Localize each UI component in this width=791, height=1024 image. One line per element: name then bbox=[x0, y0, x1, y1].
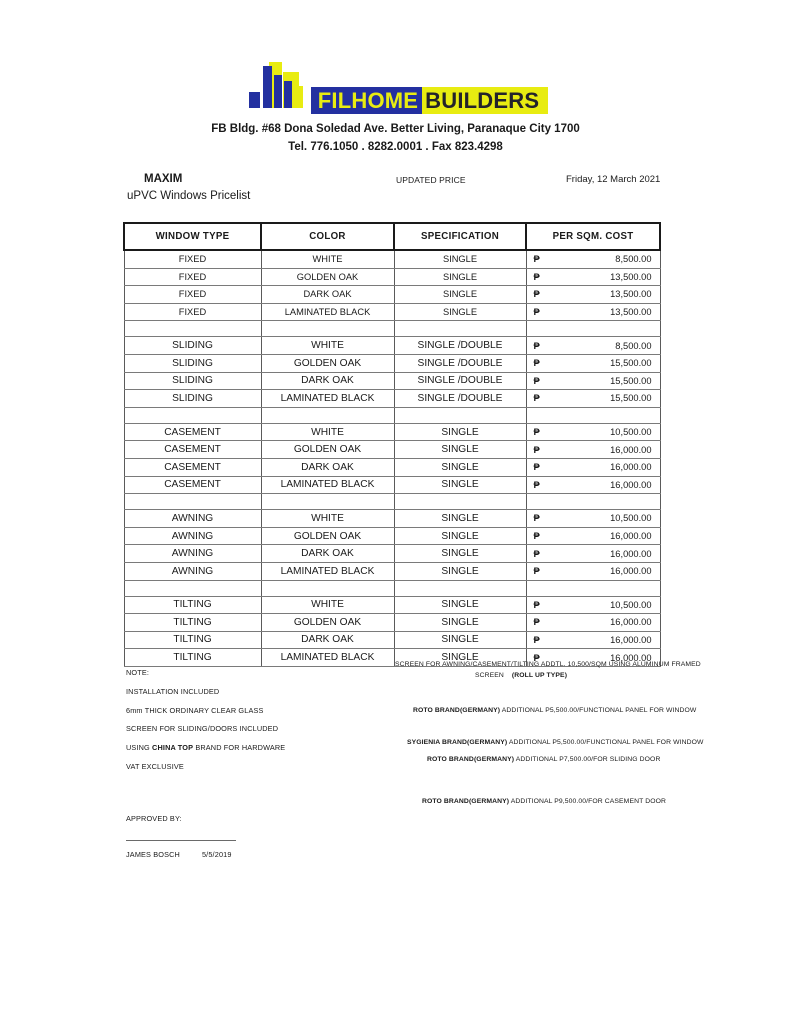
logo-word-filhome: FILHOME bbox=[311, 87, 422, 114]
peso-symbol: ₱ bbox=[533, 634, 540, 645]
cost-amount: 16,000.00 bbox=[610, 566, 652, 577]
cell-specification: SINGLE bbox=[394, 510, 526, 528]
cell-specification: SINGLE bbox=[394, 631, 526, 649]
cell-window-type: CASEMENT bbox=[124, 476, 261, 494]
cell-window-type: AWNING bbox=[124, 562, 261, 580]
approver-info bbox=[126, 850, 232, 859]
cost-amount: 16,000.00 bbox=[610, 548, 652, 559]
cell-color: WHITE bbox=[261, 337, 394, 355]
cell-specification: SINGLE /DOUBLE bbox=[394, 354, 526, 372]
table-row bbox=[124, 354, 660, 372]
note-item-glass: 6mm THICK ORDINARY CLEAR GLASS bbox=[126, 705, 264, 715]
peso-symbol: ₱ bbox=[533, 444, 540, 455]
cell-window-type: FIXED bbox=[124, 250, 261, 268]
cell-color: DARK OAK bbox=[261, 631, 394, 649]
cost-amount: 15,500.00 bbox=[610, 393, 652, 404]
note-roto-casement: ROTO BRAND(GERMANY) ADDITIONAL P9,500.00/FOR CASEMENT DOOR bbox=[422, 798, 666, 805]
cell-window-type: TILTING bbox=[124, 596, 261, 614]
approval-date: 5/5/2019 bbox=[201, 850, 232, 859]
cost-amount: 13,500.00 bbox=[610, 271, 652, 282]
cell-window-type: CASEMENT bbox=[124, 423, 261, 441]
cell-color: WHITE bbox=[261, 510, 394, 528]
table-row bbox=[124, 250, 660, 268]
cost-amount: 16,000.00 bbox=[610, 462, 652, 473]
cell-color: GOLDEN OAK bbox=[261, 268, 394, 286]
cost-amount: 16,000.00 bbox=[610, 617, 652, 628]
logo-word-builders: BUILDERS bbox=[422, 87, 548, 114]
table-row bbox=[124, 458, 660, 476]
table-row bbox=[124, 286, 660, 304]
table-row bbox=[124, 527, 660, 545]
peso-symbol: ₱ bbox=[533, 531, 540, 542]
table-row bbox=[124, 390, 660, 408]
cell-window-type: TILTING bbox=[124, 649, 261, 667]
table-row bbox=[124, 268, 660, 286]
cell-specification: SINGLE bbox=[394, 527, 526, 545]
notes-block bbox=[126, 669, 285, 782]
cell-color: GOLDEN OAK bbox=[261, 354, 394, 372]
peso-symbol: ₱ bbox=[533, 307, 540, 318]
cell-cost bbox=[526, 510, 660, 528]
cell-cost bbox=[526, 614, 660, 632]
peso-symbol: ₱ bbox=[533, 548, 540, 559]
cell-color: LAMINATED BLACK bbox=[261, 303, 394, 321]
cell-color: LAMINATED BLACK bbox=[261, 562, 394, 580]
cell-specification: SINGLE bbox=[394, 458, 526, 476]
table-separator-row bbox=[124, 494, 660, 510]
note-roto-window: ROTO BRAND(GERMANY) ADDITIONAL P5,500.00/FUNCTIONAL PANEL FOR WINDOW bbox=[413, 707, 697, 714]
cell-window-type: AWNING bbox=[124, 510, 261, 528]
cell-window-type: AWNING bbox=[124, 527, 261, 545]
cell-color: WHITE bbox=[261, 596, 394, 614]
table-row bbox=[124, 562, 660, 580]
approved-by-label: APPROVED BY: bbox=[126, 814, 182, 823]
cell-specification: SINGLE bbox=[394, 545, 526, 563]
cell-color: DARK OAK bbox=[261, 545, 394, 563]
peso-symbol: ₱ bbox=[533, 254, 540, 265]
cell-cost bbox=[526, 423, 660, 441]
cell-cost bbox=[526, 458, 660, 476]
column-header-specification: SPECIFICATION bbox=[394, 223, 526, 250]
cell-color: LAMINATED BLACK bbox=[261, 649, 394, 667]
cell-window-type: TILTING bbox=[124, 631, 261, 649]
cell-specification: SINGLE /DOUBLE bbox=[394, 372, 526, 390]
table-row bbox=[124, 337, 660, 355]
peso-symbol: ₱ bbox=[533, 271, 540, 282]
cell-color: WHITE bbox=[261, 250, 394, 268]
cell-color: LAMINATED BLACK bbox=[261, 390, 394, 408]
table-row bbox=[124, 441, 660, 459]
table-row bbox=[124, 631, 660, 649]
cell-cost bbox=[526, 596, 660, 614]
peso-symbol: ₱ bbox=[533, 462, 540, 473]
cell-specification: SINGLE bbox=[394, 614, 526, 632]
cell-window-type: FIXED bbox=[124, 303, 261, 321]
cell-window-type: FIXED bbox=[124, 268, 261, 286]
note-item-installation: INSTALLATION INCLUDED bbox=[126, 686, 220, 696]
cell-cost bbox=[526, 527, 660, 545]
company-logo bbox=[0, 62, 791, 114]
cell-window-type: FIXED bbox=[124, 286, 261, 304]
cell-specification: SINGLE bbox=[394, 441, 526, 459]
signature-line bbox=[126, 840, 236, 841]
cost-amount: 15,500.00 bbox=[610, 358, 652, 369]
table-separator-row bbox=[124, 407, 660, 423]
cell-color: DARK OAK bbox=[261, 286, 394, 304]
cell-specification: SINGLE bbox=[394, 423, 526, 441]
cell-cost bbox=[526, 354, 660, 372]
peso-symbol: ₱ bbox=[533, 652, 540, 663]
cell-cost bbox=[526, 268, 660, 286]
peso-symbol: ₱ bbox=[533, 393, 540, 404]
note-item-vat: VAT EXCLUSIVE bbox=[126, 761, 184, 771]
company-address-line1: FB Bldg. #68 Dona Soledad Ave. Better Living, Paranaque City 1700 bbox=[211, 123, 580, 135]
cell-window-type: SLIDING bbox=[124, 372, 261, 390]
table-row bbox=[124, 596, 660, 614]
table-separator-row bbox=[124, 580, 660, 596]
updated-price-label: UPDATED PRICE bbox=[396, 175, 466, 185]
cell-specification: SINGLE /DOUBLE bbox=[394, 390, 526, 408]
table-row bbox=[124, 372, 660, 390]
peso-symbol: ₱ bbox=[533, 375, 540, 386]
cost-amount: 16,000.00 bbox=[610, 444, 652, 455]
company-contact-line: Tel. 776.1050 . 8282.0001 . Fax 823.4298 bbox=[288, 141, 503, 153]
peso-symbol: ₱ bbox=[533, 513, 540, 524]
cell-specification: SINGLE bbox=[394, 562, 526, 580]
cost-amount: 16,000.00 bbox=[610, 652, 652, 663]
cell-cost bbox=[526, 390, 660, 408]
brand-name: MAXIM bbox=[144, 173, 183, 185]
cost-amount: 10,500.00 bbox=[610, 513, 652, 524]
peso-symbol: ₱ bbox=[533, 599, 540, 610]
cell-window-type: TILTING bbox=[124, 614, 261, 632]
cell-cost bbox=[526, 476, 660, 494]
column-header-color: COLOR bbox=[261, 223, 394, 250]
table-row bbox=[124, 614, 660, 632]
cell-specification: SINGLE bbox=[394, 596, 526, 614]
cost-amount: 10,500.00 bbox=[610, 427, 652, 438]
cell-cost bbox=[526, 303, 660, 321]
cell-color: DARK OAK bbox=[261, 372, 394, 390]
cell-specification: SINGLE bbox=[394, 286, 526, 304]
cost-amount: 13,500.00 bbox=[610, 307, 652, 318]
cost-amount: 16,000.00 bbox=[610, 479, 652, 490]
cell-window-type: AWNING bbox=[124, 545, 261, 563]
table-separator-row bbox=[124, 321, 660, 337]
peso-symbol: ₱ bbox=[533, 479, 540, 490]
building-bars-icon bbox=[243, 62, 315, 114]
cell-window-type: SLIDING bbox=[124, 390, 261, 408]
peso-symbol: ₱ bbox=[533, 427, 540, 438]
peso-symbol: ₱ bbox=[533, 289, 540, 300]
cost-amount: 13,500.00 bbox=[610, 289, 652, 300]
cell-cost bbox=[526, 372, 660, 390]
note-item-screen: SCREEN FOR SLIDING/DOORS INCLUDED bbox=[126, 724, 279, 734]
cell-window-type: SLIDING bbox=[124, 337, 261, 355]
cell-window-type: CASEMENT bbox=[124, 441, 261, 459]
document-subtitle: uPVC Windows Pricelist bbox=[127, 190, 251, 202]
cost-amount: 8,500.00 bbox=[615, 340, 652, 351]
cell-cost bbox=[526, 250, 660, 268]
note-item-hardware: USING CHINA TOP BRAND FOR HARDWARE bbox=[126, 743, 286, 753]
cell-specification: SINGLE bbox=[394, 268, 526, 286]
cell-color: GOLDEN OAK bbox=[261, 614, 394, 632]
note-roto-sliding: ROTO BRAND(GERMANY) ADDITIONAL P7,500.00/FOR SLIDING DOOR bbox=[427, 756, 661, 763]
cell-cost bbox=[526, 286, 660, 304]
note-sygienia-window: SYGIENIA BRAND(GERMANY) ADDITIONAL P5,500.00/FUNCTIONAL PANEL FOR WINDOW bbox=[407, 739, 704, 746]
cell-specification: SINGLE bbox=[394, 303, 526, 321]
cell-specification: SINGLE bbox=[394, 476, 526, 494]
peso-symbol: ₱ bbox=[533, 566, 540, 577]
peso-symbol: ₱ bbox=[533, 340, 540, 351]
table-row bbox=[124, 423, 660, 441]
cost-amount: 10,500.00 bbox=[610, 599, 652, 610]
cell-color: GOLDEN OAK bbox=[261, 527, 394, 545]
note-screen-rollup: SCREEN (ROLL UP TYPE) bbox=[475, 672, 568, 679]
document-date: Friday, 12 March 2021 bbox=[566, 174, 661, 185]
cell-specification: SINGLE /DOUBLE bbox=[394, 337, 526, 355]
column-header-window-type: WINDOW TYPE bbox=[124, 223, 261, 250]
cell-window-type: SLIDING bbox=[124, 354, 261, 372]
pricelist-table bbox=[123, 222, 661, 667]
cell-cost bbox=[526, 441, 660, 459]
cost-amount: 8,500.00 bbox=[615, 254, 652, 265]
cell-specification: SINGLE bbox=[394, 649, 526, 667]
cell-color: WHITE bbox=[261, 423, 394, 441]
approver-name: JAMES BOSCH bbox=[126, 850, 180, 859]
table-row bbox=[124, 303, 660, 321]
cell-color: DARK OAK bbox=[261, 458, 394, 476]
cell-color: LAMINATED BLACK bbox=[261, 476, 394, 494]
table-row bbox=[124, 510, 660, 528]
cell-cost bbox=[526, 562, 660, 580]
cell-cost bbox=[526, 631, 660, 649]
cost-amount: 16,000.00 bbox=[610, 531, 652, 542]
cell-window-type: CASEMENT bbox=[124, 458, 261, 476]
table-row bbox=[124, 476, 660, 494]
table-row bbox=[124, 545, 660, 563]
peso-symbol: ₱ bbox=[533, 358, 540, 369]
notes-heading: NOTE: bbox=[126, 668, 150, 677]
cell-cost bbox=[526, 545, 660, 563]
cost-amount: 16,000.00 bbox=[610, 634, 652, 645]
cell-specification: SINGLE bbox=[394, 250, 526, 268]
cell-cost bbox=[526, 337, 660, 355]
cell-color: GOLDEN OAK bbox=[261, 441, 394, 459]
peso-symbol: ₱ bbox=[533, 617, 540, 628]
column-header-per-sqm-cost: PER SQM. COST bbox=[526, 223, 660, 250]
table-header-row bbox=[124, 223, 660, 250]
cost-amount: 15,500.00 bbox=[610, 375, 652, 386]
note-screen-awning: SCREEN FOR AWNING/CASEMENT/TILTING ADDTL. 10,500/SQM USING ALUMINUM FRAMED bbox=[395, 661, 701, 668]
